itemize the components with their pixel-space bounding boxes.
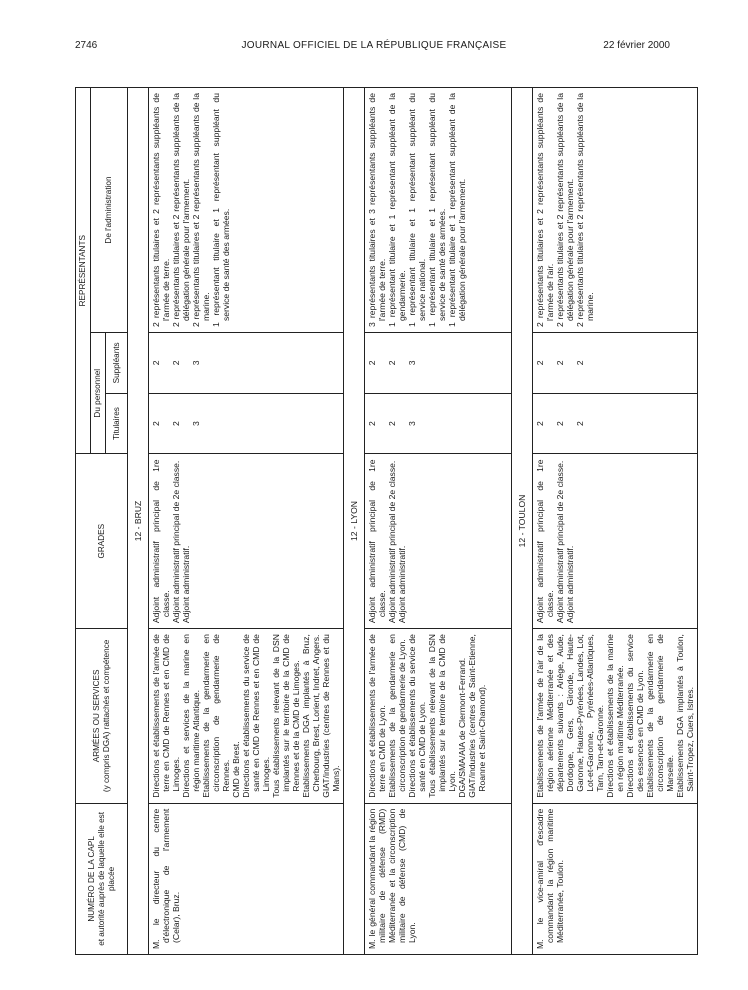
authority-cell-text: M. le vice-amiral d'escadre commandant la région maritime Méditerranée, Toulon. [535,808,565,949]
authority-cell-text: M. le général commandant la région militaire de défense (RMD) Méditerranée et la circonscription militaire de défense (CMD) de Lyon. [367,808,417,949]
administration-cell-line: 1 représentant titulaire et 1 représentant suppléant de la délégation générale pour l'armement. [447,93,467,328]
titulaires-cell-value: 2 [171,421,181,426]
administration-cell-line: 1 représentant titulaire et 1 représentant suppléant du service de santé des armées. [211,93,231,328]
titulaires-cell-value: 2 [575,421,585,426]
administration-cell-line: 1 représentant titulaire et 1 représentant suppléant de la gendarmerie. [387,93,407,328]
services-cell-line: CMD de Brest. [231,741,241,798]
col-header-armees-title: ARMÉES OU SERVICES [91,669,101,763]
section-title: 12 - TOULON [512,88,533,955]
administration-cell [365,88,512,333]
col-header-titulaires: Titulaires [106,393,128,454]
suppleants-cell [149,333,344,394]
administration-cell [149,88,344,333]
col-header-capl [76,803,128,954]
section-data-row [149,88,344,955]
titulaires-cell-value: 2 [555,421,565,426]
col-header-armees [76,629,128,804]
administration-cell-line: 1 représentant titulaire et 1 représentant suppléant du service de santé des armées. [427,93,447,328]
grades-cell [533,454,698,629]
col-header-capl-title: NUMÉRO DE LA CAPL [86,836,96,922]
titulaires-cell-value: 3 [407,421,417,426]
services-cell-line: Directions et établissements de l'armée de terre en CMD de Rennes et en CMD de Limoges. [151,634,181,798]
section-title: 12 - LYON [344,88,365,955]
services-cell [533,629,698,804]
journal-title: JOURNAL OFFICIEL DE LA RÉPUBLIQUE FRANÇAISE [241,40,507,51]
grades-cell-line: Adjoint administratif principal de 2e classe. [387,460,397,624]
suppleants-cell-value: 2 [535,360,545,366]
administration-cell-line: 2 représentants titulaires et 2 représentants suppléants de la marine. [575,93,595,328]
services-cell-line: Directions et établissements du service de santé en CMD de Lyon. [407,634,427,798]
titulaires-cell-value: 2 [535,421,545,426]
col-header-grades: GRADES [76,454,128,629]
administration-cell [533,88,698,333]
page-number: 2746 [75,40,98,51]
titulaires-cell-value: 2 [367,421,377,426]
section-data-row [533,88,698,955]
col-header-administration: De l'administration [91,88,128,333]
administration-cell-line: 1 représentant titulaire et 1 représentant suppléant du service national. [407,93,427,328]
table-body [128,88,698,955]
services-cell-line: Directions et établissements de la marine en région maritime Méditerranée. [605,634,625,798]
section-title: 12 - BRUZ [128,88,149,955]
col-header-suppleants: Suppléants [106,333,128,394]
suppleants-cell [533,333,698,394]
authority-cell [533,803,698,954]
suppleants-cell-value: 2 [555,360,565,366]
issue-date: 22 février 2000 [603,40,670,51]
titulaires-cell-value: 3 [191,421,201,426]
col-header-armees-subtitle: (y compris DGA) rattachés et compétence [101,639,111,793]
administration-cell-line: 2 représentants titulaires et 2 représentants suppléants de la délégation générale pour l'armement. [555,93,575,328]
suppleants-cell-value: 2 [367,360,377,366]
suppleants-cell-value: 2 [151,360,161,366]
grades-cell-line: Adjoint administratif. [397,545,407,624]
administration-cell-line: 2 représentants titulaires et 2 représentants suppléants de la délégation générale pour l'armement. [171,93,191,328]
titulaires-cell [365,393,512,454]
grades-cell-line: Adjoint administratif principal de 1re classe. [367,459,387,624]
services-cell [365,629,512,804]
grades-cell-line: Adjoint administratif. [181,545,191,624]
services-cell [149,629,344,804]
titulaires-cell [533,393,698,454]
authority-cell [365,803,512,954]
suppleants-cell-value: 3 [407,360,417,366]
capl-table [75,87,698,955]
section-title-row [128,88,149,955]
col-header-du-personnel: Du personnel [91,333,106,454]
titulaires-cell-value: 2 [387,421,397,426]
services-cell-line: Etablissements de la gendarmerie en circonscription de gendarmerie de Rennes. [201,634,231,798]
authority-cell [149,803,344,954]
grades-cell-line: Adjoint administratif principal de 1re classe. [151,459,171,624]
grades-cell-line: Adjoint administratif principal de 1re classe. [535,459,555,624]
services-cell-line: Directions et établissements de l'armée de terre en CMD de Lyon. [367,634,387,798]
administration-cell-line: 2 représentants titulaires et 2 représentants suppléants de la marine. [191,93,211,328]
titulaires-cell [149,393,344,454]
administration-cell-line: 2 représentants titulaires et 2 représentants suppléants de l'armée de l'air. [535,93,555,328]
services-cell-line: Directions et établissements du service des essences en CMD de Lyon. [625,634,645,798]
administration-cell-line: 3 représentants titulaires et 3 représentants suppléants de l'armée de terre. [367,93,387,328]
services-cell-line: DGA/SMA/AIA de Clermont-Ferrand. [457,657,467,798]
grades-cell-line: Adjoint administratif principal de 2e classe. [555,460,565,624]
services-cell-line: Etablissements de la gendarmerie en circonscription de gendarmerie de Lyon. [387,634,407,798]
services-cell-line: Etablissements de la gendarmerie en circonscription de gendarmerie de Marseille. [645,634,675,798]
services-cell-line: Etablissements DGA implantés à Bruz, Cherbourg, Brest, Lorient, Indret, Angers. [301,634,321,798]
rotated-table-container [75,87,695,955]
services-cell-line: Directions et services de la marine en région maritime Atlantique. [181,634,201,798]
administration-cell-line: 2 représentants titulaires et 2 représentants suppléants de l'armée de terre. [151,93,171,328]
services-cell-line: GIAT/industries (centres de Rennes et du Mans). [321,634,341,798]
suppleants-cell-value: 2 [575,360,585,366]
section-title-row [344,88,365,955]
col-header-representants: REPRÉSENTANTS [76,88,91,454]
suppleants-cell [365,333,512,394]
authority-cell-text: M. le directeur du centre d'électronique de l'armement (Celar), Bruz. [151,808,181,949]
grades-cell [149,454,344,629]
services-cell-line: Etablissements de l'armée de l'air de la région aérienne Méditerranée et des départements suivants : Ariège, Aude, Dordogne, Gers, Gironde, Haute-Garonne, Hautes-Pyrénées, Landes, Lot, Lot-et-Garonne, Pyrénées-Atlantiques, Tarn, Tarn-et-Garonne. [535,634,605,798]
services-cell-line: Tous établissements relevant de la DSN implantés sur le territoire de la CMD de Rennes et de la CMD de Limoges. [271,634,301,798]
section-data-row [365,88,512,955]
suppleants-cell-value: 2 [387,360,397,366]
services-cell-line: Etablissements DGA implantés à Toulon, Saint-Tropez, Cuers, Istres. [675,634,695,798]
titulaires-cell-value: 2 [151,421,161,426]
services-cell-line: GIAT/industries (centres de Saint-Etienne, Roanne et Saint-Chamond). [467,634,487,798]
grades-cell [365,454,512,629]
section-title-row [512,88,533,955]
suppleants-cell-value: 3 [191,360,201,366]
grades-cell-line: Adjoint administratif principal de 2e classe. [171,460,181,624]
grades-cell-line: Adjoint administratif. [565,545,575,624]
services-cell-line: Directions et établissements du service de santé en CMD de Rennes et en CMD de Limoges. [241,634,271,798]
services-cell-line: Tous établissements relevant de la DSN implantés sur le territoire de la CMD de Lyon. [427,634,457,798]
suppleants-cell-value: 2 [171,360,181,366]
col-header-capl-subtitle: et autorité auprès de laquelle elle est placée [96,811,116,946]
